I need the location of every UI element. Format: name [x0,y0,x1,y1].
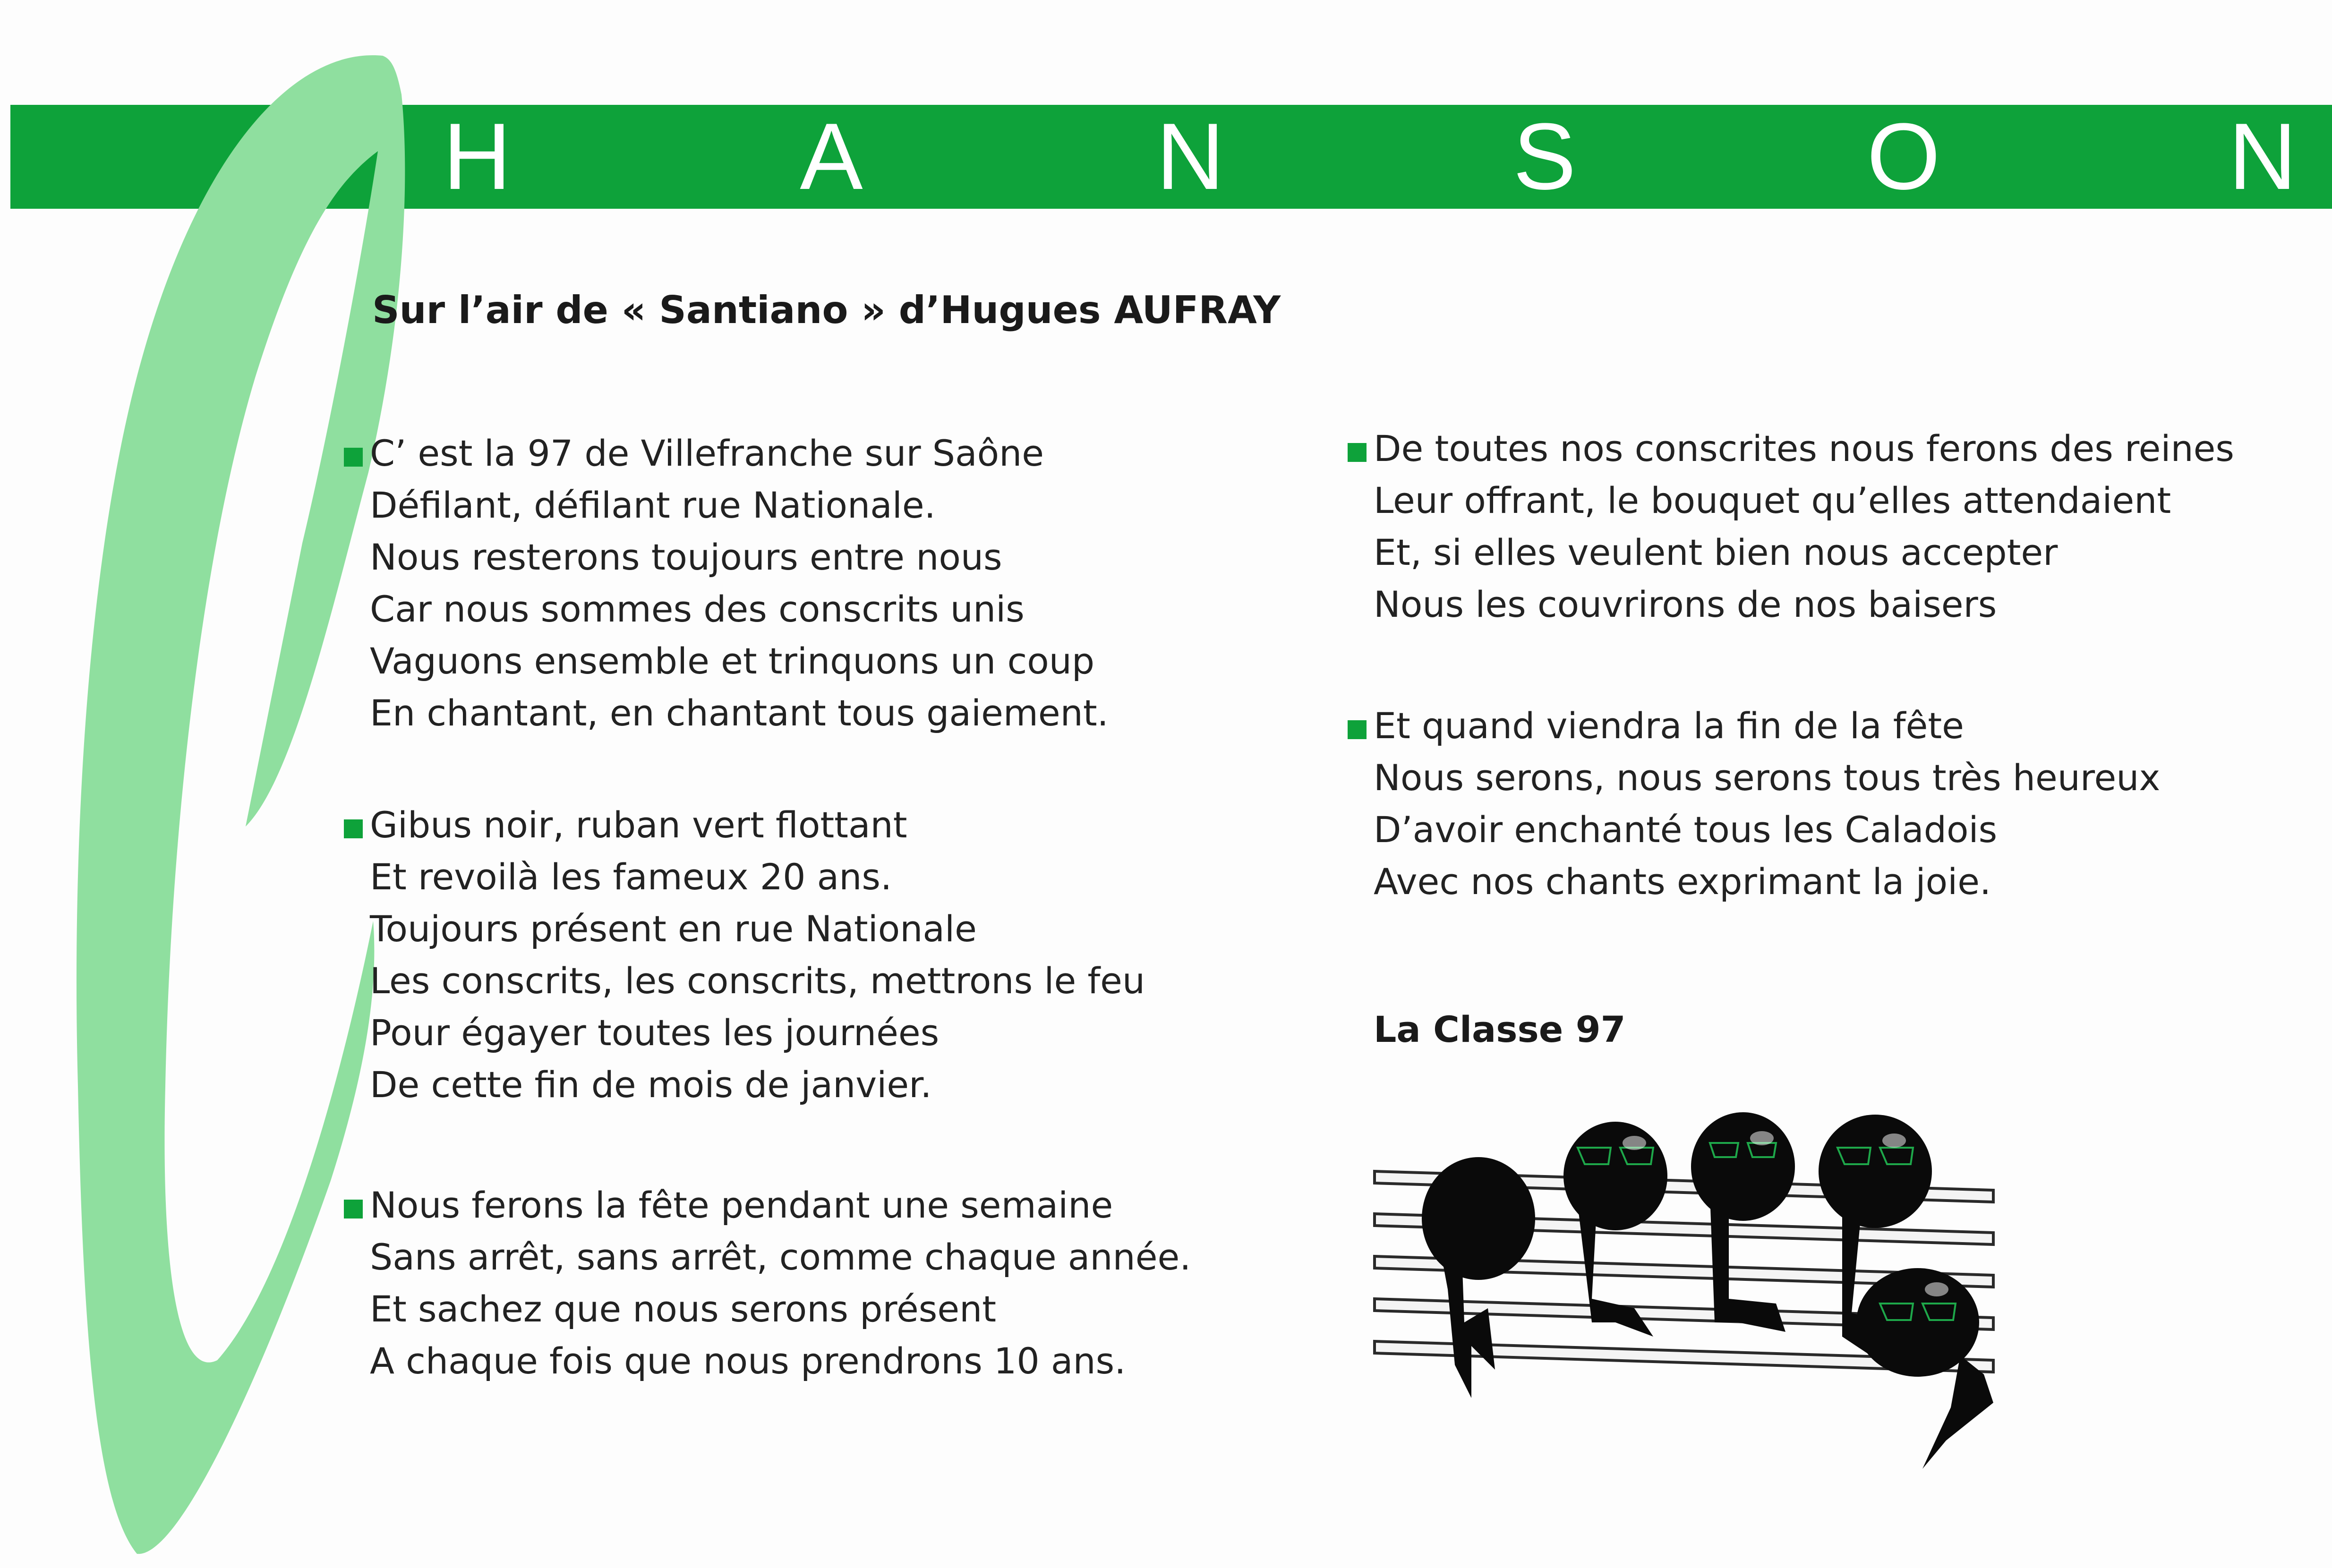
signature: La Classe 97 [1374,1008,1626,1050]
stanza-4 [1374,423,2234,631]
banner-letter-s: S [1513,104,1576,209]
verse-line: De cette fin de mois de janvier. [370,1064,932,1106]
stanza-bullet [344,448,363,467]
verse-line: A chaque fois que nous prendrons 10 ans. [370,1340,1126,1382]
verse-line: Nous serons, nous serons tous très heureux [1374,757,2161,799]
music-notes-with-sunglasses-icon [1370,1100,2007,1488]
banner-letter-h: H [443,104,512,209]
verse-line: C’ est la 97 de Villefranche sur Saône [370,432,1044,474]
stanza-3 [370,1179,1191,1387]
stanza-bullet [1348,720,1367,739]
verse-line: Vaguons ensemble et trinquons un coup [370,640,1095,682]
banner-letter-c [274,105,416,209]
verse-line: Et revoilà les fameux 20 ans. [370,856,892,898]
song-subtitle: Sur l’air de « Santiano » d’Hugues AUFRAY [372,288,1281,332]
verse-line: Défilant, défilant rue Nationale. [370,484,936,526]
verse-line: Toujours présent en rue Nationale [370,908,977,950]
verse-line: D’avoir enchanté tous les Caladois [1374,809,1998,851]
verse-line: En chantant, en chantant tous gaiement. [370,692,1109,734]
verse-line: Nous ferons la fête pendant une semaine [370,1184,1113,1226]
verse-line: Car nous sommes des conscrits unis [370,588,1025,630]
verse-line: De toutes nos conscrites nous ferons des reines [1374,427,2234,469]
verse-line: Sans arrêt, sans arrêt, comme chaque année. [370,1236,1191,1278]
banner-letter-n: N [1156,104,1225,209]
verse-line: Nous resterons toujours entre nous [370,536,1002,578]
stanza-bullet [1348,443,1367,462]
stanza-bullet [344,819,363,838]
verse-line: Pour égayer toutes les journées [370,1012,940,1054]
verse-line: Avec nos chants exprimant la joie. [1374,861,1991,903]
verse-line: Les conscrits, les conscrits, mettrons le feu [370,960,1145,1002]
verse-line: Gibus noir, ruban vert flottant [370,804,907,846]
banner-letter-o: O [1867,104,1940,209]
verse-line: Et, si elles veulent bien nous accepter [1374,531,2058,573]
verse-line: Leur offrant, le bouquet qu’elles attendaient [1374,479,2171,521]
stanza-1 [370,427,1109,739]
verse-line: Et quand viendra la fin de la fête [1374,705,1964,747]
stanza-bullet [344,1200,363,1219]
banner-letter-n2: N [2228,104,2297,209]
banner-letter-a: A [800,104,863,209]
verse-line: Et sachez que nous serons présent [370,1288,997,1330]
stanza-2 [370,799,1145,1111]
verse-line: Nous les couvrirons de nos baisers [1374,583,1997,625]
stanza-5 [1374,700,2160,908]
